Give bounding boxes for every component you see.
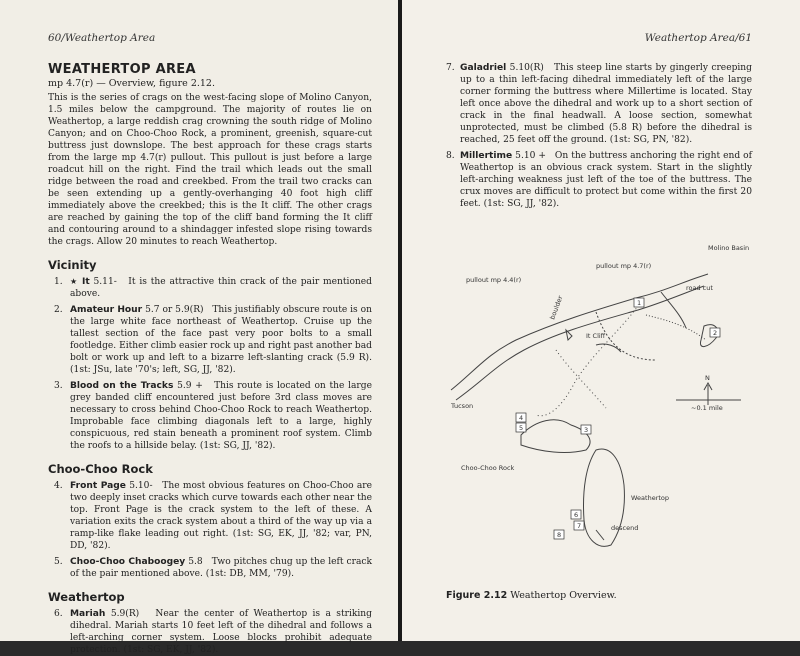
area-meta: mp 4.7(r) — Overview, figure 2.12. bbox=[48, 78, 215, 89]
route-name: It bbox=[81, 277, 90, 287]
label-n7: 7 bbox=[577, 522, 582, 530]
route-desc: Near the center of Weathertop is a striking dihedral. Mariah starts 10 feet left of the dihedral and follows a left-arching corner system. Loose blocks prohibit adequate protection. (1st: SG, EK, JJ, '82). bbox=[70, 609, 372, 655]
ridge-line bbox=[646, 315, 706, 340]
route-desc: This justifiably obscure route is on the large white face northeast of Weathertop. Cruise up the tallest section of the face past very poor bolts to a small footledge. Either climb easier rock up and right past another bad bolt or work up and left to a bizarre left-slanting crack (5.9 R). (1st: JSu, late '70's; left, SG, JJ, '82). bbox=[70, 305, 372, 375]
choochoo-shape bbox=[521, 420, 590, 453]
route-desc: The most obvious features on Choo-Choo are two deeply inset cracks which curve towards each other near the top. Front Page is the crack system to the left of these. A variation exits the crack system about a third of the way up via a ramp-like flake leading out right. (1st: SG, EK, JJ, '82; var, PN, DD, '82). bbox=[70, 481, 372, 551]
route-item bbox=[48, 276, 372, 300]
label-boulder: boulder bbox=[548, 294, 565, 321]
star-icon: ★ bbox=[70, 277, 79, 286]
route-name: Mariah bbox=[70, 609, 106, 619]
route-grade: 5.7 or 5.9(R) bbox=[145, 305, 204, 315]
route-desc: It is the attractive thin crack of the pair mentioned above. bbox=[70, 277, 372, 299]
route-name: Millertime bbox=[460, 151, 513, 161]
label-north: N bbox=[705, 374, 710, 382]
route-list bbox=[48, 276, 372, 452]
route-number-boxes bbox=[516, 298, 720, 539]
route-number: 8. bbox=[446, 151, 455, 161]
label-pullout47: pullout mp 4.7(r) bbox=[596, 262, 652, 270]
figure-caption bbox=[446, 590, 617, 601]
running-head-left: 60/Weathertop Area bbox=[48, 32, 156, 44]
route-item bbox=[48, 304, 372, 376]
route-name: Amateur Hour bbox=[70, 305, 143, 315]
route-number: 6. bbox=[54, 609, 63, 619]
boulder-shape bbox=[566, 330, 572, 340]
north-arrow bbox=[704, 383, 712, 405]
route-grade: 5.9 + bbox=[177, 381, 203, 391]
route-name: Galadriel bbox=[460, 63, 507, 73]
label-itcliff: It Cliff bbox=[586, 332, 606, 340]
label-tucson: Tucson bbox=[451, 402, 474, 410]
route-text bbox=[70, 380, 372, 452]
route-number: 7. bbox=[446, 63, 455, 73]
route-name: Choo-Choo Chaboogey bbox=[70, 557, 186, 567]
route-desc: This route is located on the large grey banded cliff encountered just before 3rd class moves are necessary to cross behind Choo-Choo Rock to reach Weathertop. Improbable face climbing diagonals left to a large, highly conspicuous, red stain beneath a prominent roof system. Climb the roofs to a hillside belay. (1st: SG, JJ, '82). bbox=[70, 381, 372, 451]
label-choochoo: Choo-Choo Rock bbox=[461, 464, 515, 472]
caption-label: Figure 2.12 bbox=[446, 590, 508, 601]
route-number: 1. bbox=[54, 277, 63, 287]
running-head-right: Weathertop Area/61 bbox=[644, 32, 752, 44]
overview-map bbox=[446, 230, 752, 580]
road-line-2 bbox=[456, 286, 704, 400]
route-list bbox=[48, 608, 372, 656]
label-molino: Molino Basin bbox=[708, 244, 750, 252]
road-line bbox=[451, 274, 708, 390]
left-page bbox=[0, 0, 398, 655]
label-descend: descend bbox=[611, 524, 639, 532]
route-grade: 5.10(R) bbox=[509, 63, 544, 73]
label-n3: 3 bbox=[584, 426, 589, 434]
area-intro: This is the series of crags on the west-facing slope of Molino Canyon, 1.5 miles below the campground. The majority of routes lie on Weathertop, a large reddish crag crowning the south ridge of Molino Canyon; and on Choo-Choo Rock, a prominent, greenish, square-cut buttress just downslope. The best approach for these crags starts from the large mp 4.7(r) pullout. This pullout is just before a large roadcut hill on the right. Find the trail which leads out the small ridge between the road and creekbed. From the trail two cracks can be seen extending up a gently-overhanging 40 foot high cliff immediately above the creekbed; this is the It cliff. The other crags are reached by gaining the top of the cliff band forming the It cliff and contouring around to a shindagger infested slope rising towards the crags. Allow 20 minutes to reach Weathertop. bbox=[48, 93, 372, 247]
route-grade: 5.10- bbox=[129, 481, 153, 491]
caption-text: Weathertop Overview. bbox=[510, 590, 617, 601]
route-number: 2. bbox=[54, 305, 63, 315]
route-item bbox=[446, 150, 752, 210]
label-n6: 6 bbox=[574, 511, 579, 519]
route-sections bbox=[48, 258, 372, 656]
route-grade: 5.11- bbox=[93, 277, 117, 287]
route-list-right bbox=[446, 62, 752, 210]
route-text bbox=[70, 608, 372, 656]
route-item bbox=[48, 556, 372, 580]
route-text bbox=[70, 276, 372, 300]
route-grade: 5.8 bbox=[188, 557, 203, 567]
route-grade: 5.9(R) bbox=[110, 609, 140, 619]
route-text bbox=[70, 304, 372, 376]
route-number: 4. bbox=[54, 481, 63, 491]
area-title: WEATHERTOP AREA bbox=[48, 62, 196, 77]
route-item bbox=[48, 608, 372, 656]
route-list bbox=[48, 480, 372, 580]
route-number: 3. bbox=[54, 381, 63, 391]
route-item bbox=[446, 62, 752, 146]
section-heading: Weathertop bbox=[48, 590, 125, 604]
label-scale: ~0.1 mile bbox=[691, 404, 723, 412]
label-n2: 2 bbox=[713, 329, 718, 337]
section-heading: Vicinity bbox=[48, 258, 97, 272]
route-name: Blood on the Tracks bbox=[70, 381, 174, 391]
route-text bbox=[460, 150, 752, 210]
label-n1: 1 bbox=[637, 299, 642, 307]
route-text bbox=[460, 62, 752, 146]
route-item bbox=[48, 380, 372, 452]
itcliff-shape bbox=[596, 344, 621, 352]
section-heading: Choo-Choo Rock bbox=[48, 462, 153, 476]
map-svg bbox=[446, 230, 752, 580]
route-number: 5. bbox=[54, 557, 63, 567]
route-desc: On the buttress anchoring the right end of Weathertop is an obvious crack system. Start in the slightly left-arching weakness just left of the toe of the buttress. The crux moves are difficult to protect but come within the first 20 feet. (1st: SG, JJ, '82). bbox=[460, 151, 752, 209]
right-page bbox=[402, 0, 800, 641]
label-n5: 5 bbox=[519, 424, 524, 432]
route-text bbox=[70, 480, 372, 552]
route-text bbox=[70, 556, 372, 580]
label-roadcut: road cut bbox=[686, 284, 713, 292]
label-pullout44: pullout mp 4.4(r) bbox=[466, 276, 522, 284]
trail-line-2 bbox=[556, 350, 606, 408]
route-grade: 5.10 + bbox=[515, 151, 546, 161]
route-item bbox=[48, 480, 372, 552]
label-weathertop: Weathertop bbox=[631, 494, 670, 502]
descend-arrow bbox=[596, 530, 604, 540]
route-name: Front Page bbox=[70, 481, 126, 491]
label-n8: 8 bbox=[557, 531, 562, 539]
label-n4: 4 bbox=[519, 414, 524, 422]
route-desc: Two pitches chug up the left crack of the pair mentioned above. (1st: DB, MM, '79). bbox=[70, 557, 372, 579]
route-desc: This steep line starts by gingerly creeping up to a thin left-facing dihedral immediately left of the large corner forming the buttress where Millertime is located. Stay left once above the dihedral and work up to a short section of crack in the final headwall. A loose section, somewhat unprotected, must be climbed (5.8 R) before the dihedral is reached, 25 feet off the ground. (1st: SG, PN, '82). bbox=[460, 63, 752, 145]
